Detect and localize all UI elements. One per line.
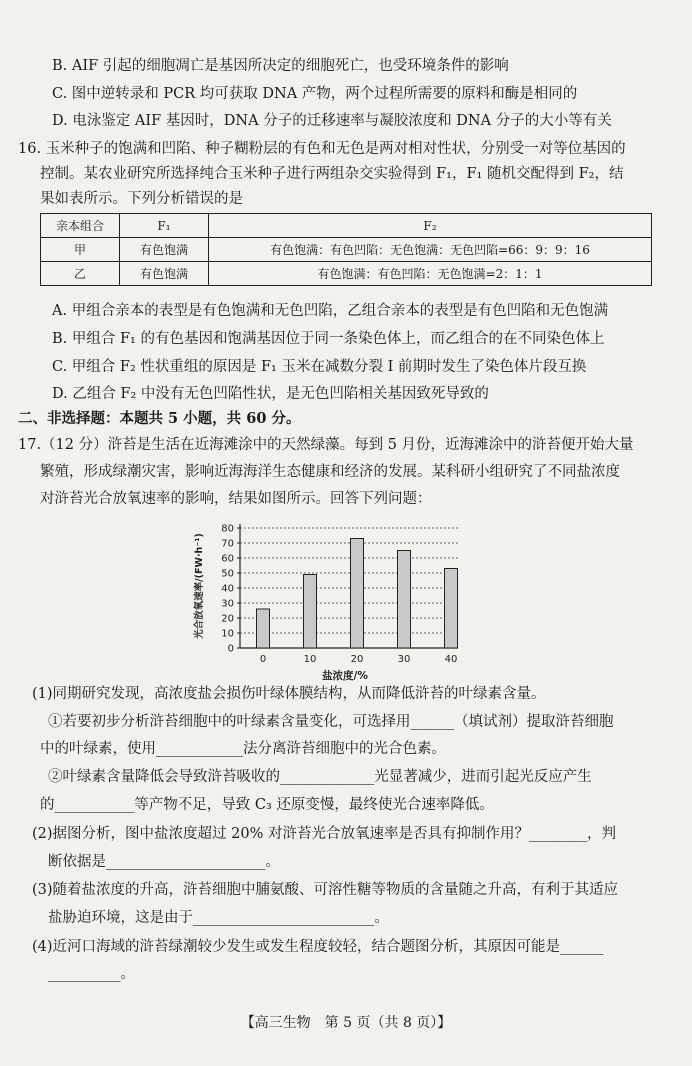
photosynthesis-bar-chart [186, 512, 476, 682]
table-cell: 有色饱满：有色凹陷：无色饱满：无色凹陷=66：9：9：16 [209, 238, 652, 262]
cross-results-table [40, 213, 652, 286]
table-header-cell: F₂ [209, 214, 652, 238]
q16-stem-line3: 果如表所示。下列分析错误的是 [40, 191, 243, 207]
table-cell: 有色饱满 [120, 238, 209, 262]
table-cell: 有色饱满 [120, 262, 209, 286]
bar [304, 575, 317, 649]
q15-option-d: D. 电泳鉴定 AIF 基因时，DNA 分子的迁移速率与凝胶浓度和 DNA 分子的大小等有关 [52, 113, 612, 129]
y-tick-label: 40 [221, 583, 234, 595]
x-tick-label: 40 [444, 654, 458, 665]
q17-part1: (1)同期研究发现，高浓度盐会损伤叶绿体膜结构，从而降低浒苔的叶绿素含量。 [32, 686, 546, 702]
q17-part1b-line2: 的___________等产物不足，导致 C₃ 还原变慢，最终使光合速率降低。 [40, 797, 494, 813]
y-tick-label: 60 [221, 553, 234, 565]
table-header-cell: F₁ [120, 214, 209, 238]
x-tick-label: 20 [350, 654, 364, 665]
table-cell: 甲 [41, 238, 120, 262]
y-tick-label: 0 [227, 643, 234, 655]
q16-stem-line1: 16. 玉米种子的饱满和凹陷、种子糊粉层的有色和无色是两对相对性状，分别受一对等位基因的 [18, 141, 626, 157]
q17-part1b-line1: ②叶绿素含量降低会导致浒苔吸收的_____________光显著减少，进而引起光反应产生 [48, 769, 592, 785]
x-axis-label: 盐浓度/% [322, 670, 368, 682]
table-row [41, 262, 652, 286]
q17-part4-line1: (4)近河口海域的浒苔绿潮较少发生或发生程度较轻，结合题图分析，其原因可能是______ [32, 939, 604, 955]
q17-part2-line2: 断依据是______________________。 [48, 854, 280, 870]
bar [445, 569, 458, 649]
q17-part2-line1: (2)据图分析，图中盐浓度超过 20% 对浒苔光合放氧速率是否具有抑制作用？________，判 [32, 826, 616, 842]
q17-part4-line2: __________。 [48, 966, 135, 982]
y-tick-label: 30 [221, 598, 234, 610]
y-tick-label: 80 [221, 523, 234, 535]
page-footer: 【高三生物 第 5 页（共 8 页）】 [240, 1015, 452, 1031]
q17-stem-line1: 17.（12 分）浒苔是生活在近海滩涂中的天然绿藻。每到 5 月份，近海滩涂中的浒苔便开始大量 [18, 437, 634, 453]
q15-option-b: B. AIF 引起的细胞凋亡是基因所决定的细胞死亡，也受环境条件的影响 [52, 58, 509, 74]
q15-option-c: C. 图中逆转录和 PCR 均可获取 DNA 产物，两个过程所需要的原料和酶是相同的 [52, 86, 578, 102]
q16-option-c: C. 甲组合 F₂ 性状重组的原因是 F₁ 玉米在减数分裂 Ⅰ 前期时发生了染色体片段互换 [52, 359, 587, 375]
y-tick-label: 50 [221, 568, 234, 580]
table-header-cell: 亲本组合 [41, 214, 120, 238]
q16-option-b: B. 甲组合 F₁ 的有色基因和饱满基因位于同一条染色体上，而乙组合的在不同染色体上 [52, 331, 605, 347]
q16-stem-line2: 控制。某农业研究所选择纯合玉米种子进行两组杂交实验得到 F₁，F₁ 随机交配得到 F₂，结 [40, 166, 624, 182]
table-cell: 乙 [41, 262, 120, 286]
y-axis-label: 光合放氧速率/(FW·h⁻¹) [194, 533, 205, 639]
q17-part3-line2: 盐胁迫环境，这是由于_________________________。 [48, 910, 389, 926]
x-tick-label: 10 [303, 654, 317, 665]
q17-stem-line2: 繁殖，形成绿潮灾害，影响近海海洋生态健康和经济的发展。某科研小组研究了不同盐浓度 [40, 464, 620, 480]
table-cell: 有色饱满：有色凹陷：无色饱满=2：1：1 [209, 262, 652, 286]
q17-part1a-line1: ①若要初步分析浒苔细胞中的叶绿素含量变化，可选择用______（填试剂）提取浒苔细胞 [48, 714, 614, 730]
y-tick-label: 20 [221, 613, 234, 625]
y-tick-label: 70 [221, 538, 234, 550]
bar [257, 609, 270, 648]
table-row [41, 238, 652, 262]
q16-option-d: D. 乙组合 F₂ 中没有无色凹陷性状，是无色凹陷相关基因致死导致的 [52, 386, 489, 402]
q17-part3-line1: (3)随着盐浓度的升高，浒苔细胞中脯氨酸、可溶性糖等物质的含量随之升高，有利于其适应 [32, 882, 619, 898]
x-tick-label: 30 [397, 654, 411, 665]
bar [398, 551, 411, 649]
table-header-row [41, 214, 652, 238]
q16-option-a: A. 甲组合亲本的表型是有色饱满和无色凹陷，乙组合亲本的表型是有色凹陷和无色饱满 [52, 303, 609, 319]
q17-part1a-line2: 中的叶绿素，使用____________法分离浒苔细胞中的光合色素。 [40, 741, 446, 757]
x-tick-label: 0 [259, 654, 267, 665]
q17-stem-line3: 对浒苔光合放氧速率的影响，结果如图所示。回答下列问题： [40, 491, 432, 507]
y-tick-label: 10 [221, 628, 234, 640]
section-heading: 二、非选择题：本题共 5 小题，共 60 分。 [18, 410, 301, 427]
bar [351, 539, 364, 649]
